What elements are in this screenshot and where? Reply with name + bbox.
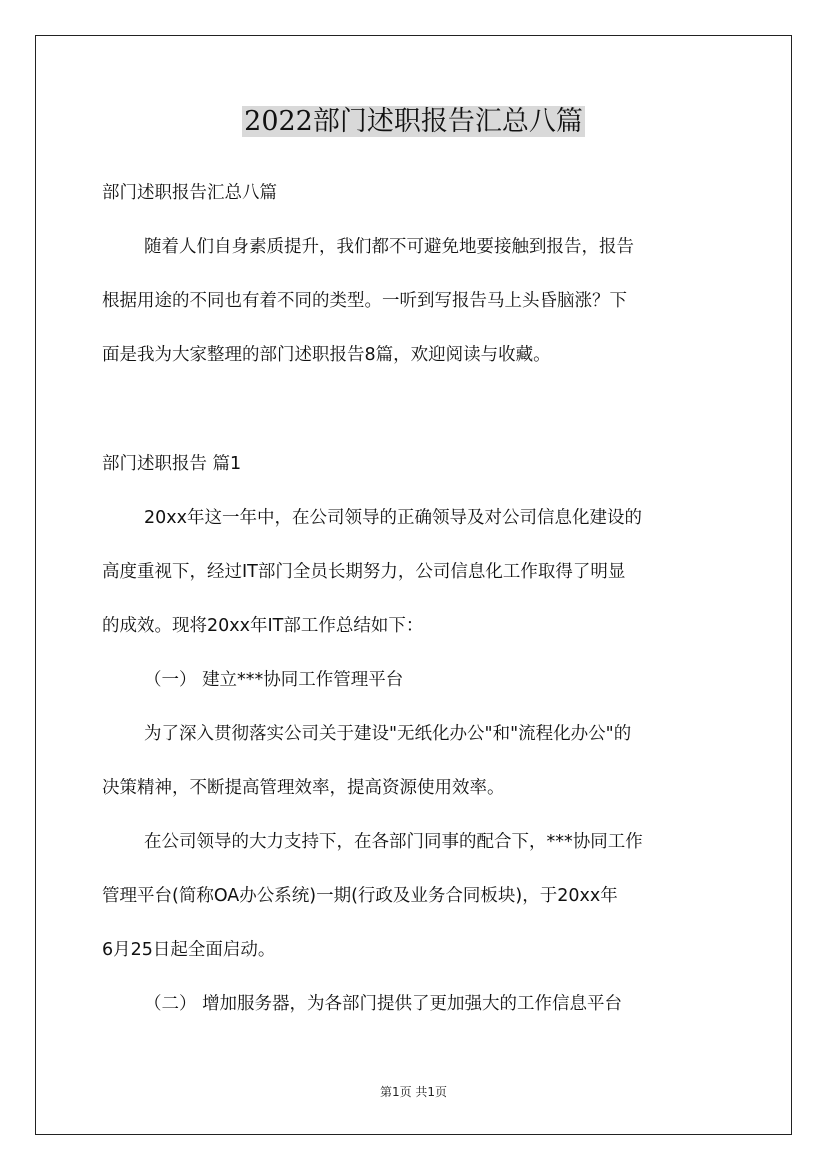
item1-para1-line-2: 决策精神，不断提高管理效率，提高资源使用效率。 — [102, 778, 505, 798]
section1-line-3: 的成效。现将20xx年IT部工作总结如下： — [102, 616, 424, 636]
item1-para2-line-1: 在公司领导的大力支持下，在各部门同事的配合下，***协同工作 — [144, 832, 643, 852]
document-title — [0, 100, 827, 144]
document-title-text: 2022部门述职报告汇总八篇 — [244, 106, 583, 137]
item1-para2-line-2: 管理平台(简称OA办公系统)一期(行政及业务合同板块)，于20xx年 — [102, 886, 618, 906]
section1-line-1: 20xx年这一年中，在公司领导的正确领导及对公司信息化建设的 — [144, 508, 642, 528]
item1-para1-line-1: 为了深入贯彻落实公司关于建设"无纸化办公"和"流程化办公"的 — [144, 724, 632, 744]
section-heading: 部门述职报告 篇1 — [102, 454, 242, 474]
section1-line-2: 高度重视下，经过IT部门全员长期努力，公司信息化工作取得了明显 — [102, 562, 626, 582]
item1-heading: （一） 建立***协同工作管理平台 — [144, 670, 404, 690]
intro-line-2: 根据用途的不同也有着不同的类型。一听到写报告马上头昏脑涨？下 — [102, 291, 627, 311]
page-footer: 第1页 共1页 — [379, 1085, 448, 1099]
document-subtitle: 部门述职报告汇总八篇 — [102, 183, 277, 203]
intro-line-1: 随着人们自身素质提升，我们都不可避免地要接触到报告，报告 — [144, 237, 634, 257]
intro-line-3: 面是我为大家整理的部门述职报告8篇，欢迎阅读与收藏。 — [102, 345, 551, 365]
item2-heading: （二） 增加服务器，为各部门提供了更加强大的工作信息平台 — [144, 994, 623, 1014]
item1-para2-line-3: 6月25日起全面启动。 — [102, 940, 276, 960]
